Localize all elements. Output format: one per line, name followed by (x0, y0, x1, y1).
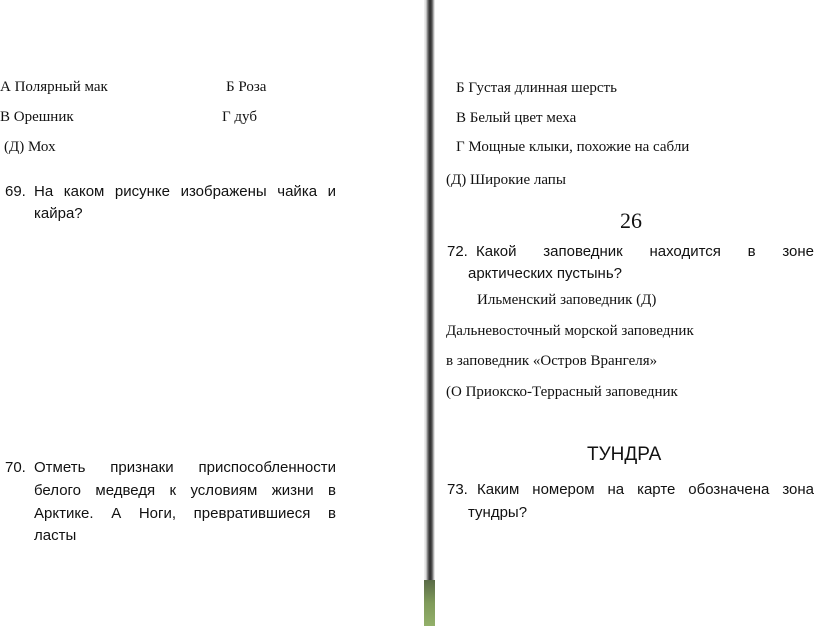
page-number: 26 (620, 208, 642, 233)
q72-option-1: Ильменский заповедник (Д) (477, 292, 657, 308)
book-spine (424, 0, 435, 626)
q72-option-4: (О Приокско-Террасный заповедник (446, 384, 678, 400)
q72-number: 72. (447, 243, 468, 260)
q69-number: 69. (5, 183, 26, 200)
q68-option-d: (Д) Мох (4, 139, 56, 155)
spine-shadow (424, 580, 435, 626)
q69-text-line-2: кайра? (34, 205, 83, 222)
q68-option-g: Г дуб (222, 109, 257, 125)
q72-text-line-1: Какой заповедник находится в зоне (476, 243, 814, 260)
q68-option-a: А Полярный мак (0, 79, 108, 95)
q72-option-3: в заповедник «Остров Врангеля» (446, 353, 658, 369)
q72-text-line-2: арктических пустынь? (468, 265, 622, 282)
q70-option-d: (Д) Широкие лапы (446, 172, 566, 188)
q70-text-line-1: Отметь признаки приспособленности (34, 459, 336, 476)
q70-text-line-2: белого медведя к условиям жизни в (34, 482, 336, 499)
q70-option-v: В Белый цвет меха (456, 110, 577, 126)
q73-text-line-1: Каким номером на карте обозначена зона (477, 481, 814, 498)
q68-option-v: В Орешник (0, 109, 74, 125)
q73-text-line-2: тундры? (468, 504, 528, 521)
q69-text-line-1: На каком рисунке изображены чайка и (34, 183, 336, 200)
q70-text-line-3: Арктике. А Ноги, превратившиеся в (34, 505, 336, 522)
q73-number: 73. (447, 481, 468, 498)
q72-option-2: Дальневосточный морской заповедник (446, 323, 694, 339)
q70-text-line-4: ласты (34, 527, 77, 544)
q70-number: 70. (5, 459, 26, 476)
section-heading: ТУНДРА (587, 444, 662, 465)
q70-option-b: Б Густая длинная шерсть (456, 80, 617, 96)
q68-option-b: Б Роза (226, 79, 267, 95)
q70-option-g: Г Мощные клыки, похожие на сабли (456, 139, 690, 155)
